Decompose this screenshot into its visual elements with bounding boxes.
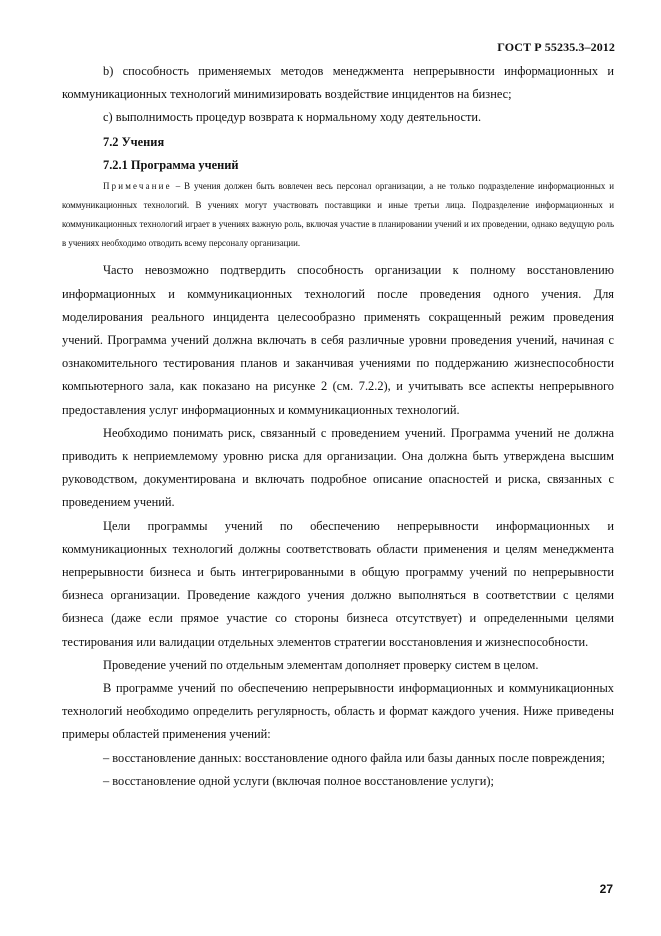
list-item-c: c) выполнимость процедур возврата к нормальному ходу деятельности. xyxy=(103,110,482,125)
list-item-data-restore: – восстановление данных: восстановление одного файла или базы данных после повреждения; xyxy=(103,750,606,765)
note-paragraph xyxy=(62,177,614,254)
paragraph-goals: Цели программы учений по обеспечению непрерывности информационных и коммуникационных технологий должны соответствовать области применения и целям менеджмента непрерывности бизнеса и быть интегрированными в общую программу учений по непрерывности бизнеса организации. Проведение каждого учения должно выполняться в соответствии с целями бизнеса (даже если прямое участие со стороны бизнеса отсутствует) и определенными целями тестирования или валидации отдельных элементов стратегии восстановления и жизнеспособности. xyxy=(62,518,614,649)
paragraph-elements: Проведение учений по отдельным элементам дополняет проверку систем в целом. xyxy=(103,657,539,672)
paragraph-risk: Необходимо понимать риск, связанный с проведением учений. Программа учений не должна приводить к неприемлемому уровню риска для организации. Она должна быть утверждена высшим руководством, документирована и включать подробное описание опасностей и риска, связанных с проведением учений. xyxy=(62,425,614,510)
subsection-title: 7.2.1 Программа учений xyxy=(103,157,239,172)
list-item-b: b) способность применяемых методов менеджмента непрерывности информационных и коммуникационных технологий минимизировать воздействие инцидентов на бизнес; xyxy=(62,64,614,102)
document-body xyxy=(62,60,614,793)
document-code-header: ГОСТ Р 55235.3–2012 xyxy=(497,40,615,54)
section-title: 7.2 Учения xyxy=(103,134,165,149)
paragraph-program-levels: Часто невозможно подтвердить способность организации к полному восстановлению информационных и коммуникационных технологий после проведения одного учения. Для моделирования реального инцидента целесообразно применять сокращенный режим проведения учений. Программа учений должна включать в себя различные уровни проведения учений, начиная с ознакомительного тестирования планов и заканчивая учениями по поддержанию жизнеспособности компьютерного зала, как показано на рисунке 2 (см. 7.2.2), и учитывать все аспекты непрерывного предоставления услуг информационных и коммуникационных технологий. xyxy=(62,263,614,417)
paragraph-scope: В программе учений по обеспечению непрерывности информационных и коммуникационных технологий необходимо определить регулярность, область и формат каждого учения. Ниже приведены примеры областей применения учений: xyxy=(62,681,614,742)
list-item-service-restore: – восстановление одной услуги (включая полное восстановление услуги); xyxy=(103,773,494,788)
note-text: – В учения должен быть вовлечен весь персонал организации, а не только подразделение информационных и коммуникационных технологий. В учениях могут участвовать поставщики и иные третьи лица. Подразделение информационных и коммуникационных технологий играет в учениях важную роль, включая участие в планировании учений и их проведении, однако ведущую роль в учениях необходимо отводить всему персоналу организации. xyxy=(62,180,614,249)
page-number: 27 xyxy=(599,882,613,896)
note-label: Примечание xyxy=(103,180,172,191)
